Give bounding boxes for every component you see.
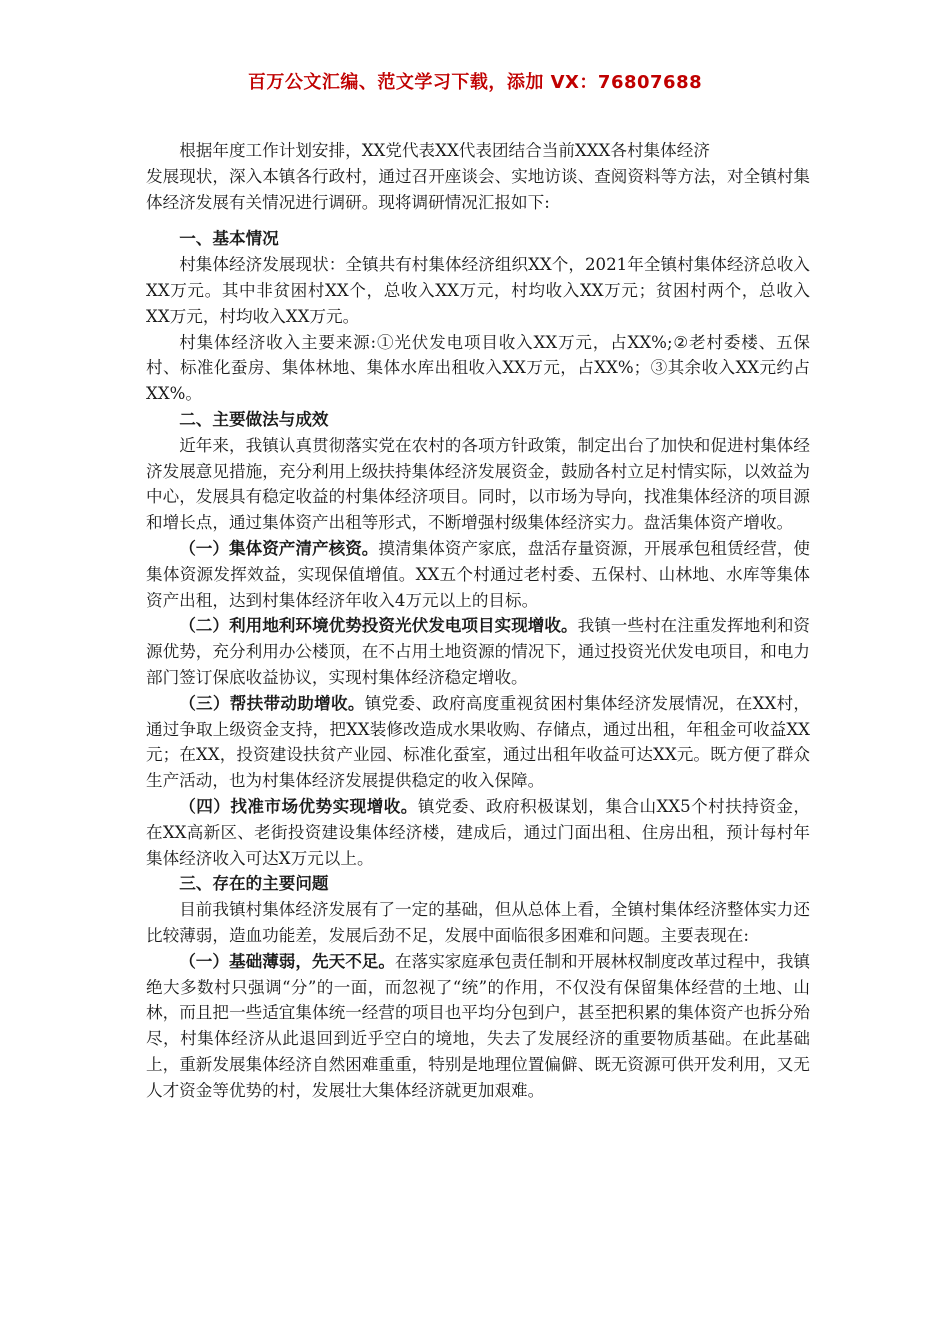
paragraph: 近年来，我镇认真贯彻落实党在农村的各项方针政策，制定出台了加快和促进村集体经济发展意见措施，充分利用上级扶持集体经济发展资金，鼓励各村立足村情实际，以效益为中心，发展具有稳定收益的村集体经济项目。同时，以市场为导向，找准集体经济的项目源和增长点，通过集体资产出租等形式，不断增强村级集体经济实力。盘活集体资产增收。 [146, 435, 810, 533]
subsection-title: （二）利用地利环境优势投资光伏发电项目实现增收。 [179, 616, 578, 636]
paragraph: 村集体经济收入主要来源:①光伏发电项目收入XX万元，占XX%;②老村委楼、五保村、标准化蚕房、集体林地、集体水库出租收入XX万元，占XX%；③其余收入XX元约占XX%。 [146, 332, 810, 404]
subsection-title: （三）帮扶带动助增收。 [179, 693, 365, 713]
intro-paragraph: 发展现状，深入本镇各行政村，通过召开座谈会、实地访谈、查阅资料等方法，对全镇村集体经济发展有关情况进行调研。现将调研情况汇报如下: [146, 166, 810, 212]
list-item [146, 794, 810, 871]
download-banner: 百万公文汇编、范文学习下载，添加 VX：76807688 [247, 72, 703, 93]
subsection-body: 镇党委、政府高度重视贫困村集体经济发展情况，在XX村，通过争取上级资金支持，把XX装修改造成水果收购、存储点，通过出租，年租金可收益XX元；在XX，投资建设扶贫产业园、标准化蚕室，通过出租年收益可达XX元。既方便了群众生产活动，也为村集体经济发展提供稳定的收入保障。 [146, 693, 810, 791]
subsection-body: 我镇一些村在注重发挥地利和资源优势，充分利用办公楼顶，在不占用土地资源的情况下，通过投资光伏发电项目，和电力部门签订保底收益协议，实现村集体经济稳定增收。 [146, 616, 811, 687]
section-heading-measures: 二、主要做法与成效 [179, 409, 329, 429]
section-heading-basic: 一、基本情况 [179, 229, 279, 249]
subsection-title: （四）找准市场优势实现增收。 [179, 796, 418, 816]
list-item [146, 691, 810, 794]
subsection-body: 镇党委、政府积极谋划，集合山XX5个村扶持资金，在XX高新区、老街投资建设集体经济楼，建成后，通过门面出租、住房出租，预计每村年集体经济收入可达X万元以上。 [146, 796, 811, 868]
subsection-body: 在落实家庭承包责任制和开展林权制度改革过程中，我镇绝大多数村只强调“分”的一面，而忽视了“统”的作用，不仅没有保留集体经营的土地、山林，而且把一些适宜集体统一经营的项目也平均分包到户，甚至把积累的集体资产也拆分殆尽，村集体经济从此退回到近乎空白的境地，失去了发展经济的重要物质基础。在此基础上，重新发展集体经济自然困难重重，特别是地理位置偏僻、既无资源可供开发利用，又无人才资金等优势的村，发展壮大集体经济就更加艰难。 [146, 951, 811, 1100]
list-item [146, 949, 810, 1104]
subsection-title: （一）集体资产清产核资。 [179, 538, 379, 558]
subsection-title: （一）基础薄弱，先天不足。 [179, 951, 395, 971]
document-body [146, 138, 810, 1103]
list-item [146, 536, 810, 613]
section-heading-problems: 三、存在的主要问题 [179, 874, 329, 894]
subsection-body: 摸清集体资产家底，盘活存量资源，开展承包租赁经营，使集体资源发挥效益，实现保值增值。XX五个村通过老村委、五保村、山林地、水库等集体资产出租，达到村集体经济年收入4万元以上的目标。 [146, 538, 811, 610]
list-item [146, 613, 810, 690]
paragraph: 目前我镇村集体经济发展有了一定的基础，但从总体上看，全镇村集体经济整体实力还比较薄弱，造血功能差，发展后劲不足，发展中面临很多困难和问题。主要表现在: [146, 900, 810, 945]
paragraph: 村集体经济发展现状：全镇共有村集体经济组织XX个，2021年全镇村集体经济总收入XX万元。其中非贫困村XX个，总收入XX万元，村均收入XX万元；贫困村两个，总收入XX万元，村均收入XX万元。 [146, 255, 810, 326]
intro-first-line: 根据年度工作计划安排，XX党代表XX代表团结合当前XXX各村集体经济 [179, 141, 710, 160]
